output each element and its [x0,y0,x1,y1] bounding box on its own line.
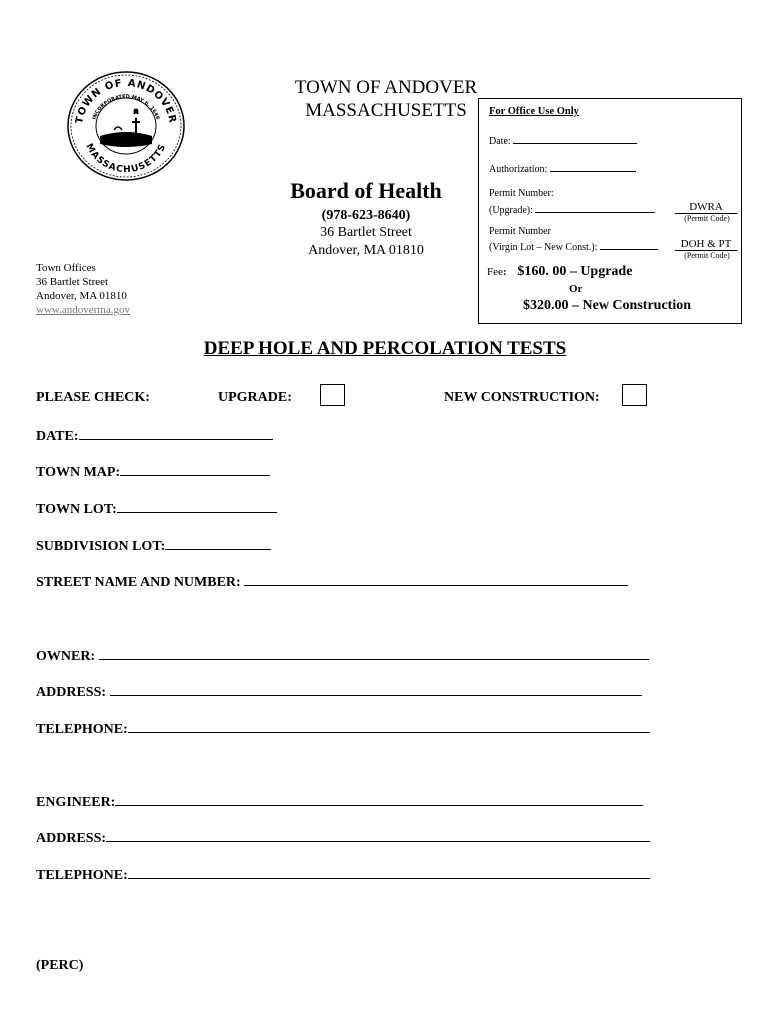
date-label: DATE: [36,429,79,444]
virgin-lot-label: (Virgin Lot – New Const.): [489,242,598,253]
board-phone: (978-623-8640) [321,208,411,223]
virgin-lot-code-value: DOH & PT [675,238,737,251]
fee-colon: : [502,266,507,278]
owner-telephone-label: TELEPHONE: [36,722,128,737]
board-street: 36 Bartlet Street [320,225,412,240]
svg-text:MASSACHUSETTS: MASSACHUSETTS [83,142,169,176]
please-check-label: PLEASE CHECK: [36,390,150,405]
form-code: (PERC) [36,958,84,973]
town-lot-field[interactable] [117,500,277,513]
board-title: Board of Health [290,178,442,203]
engineer-row [36,793,643,811]
town-lot-label: TOWN LOT: [36,502,117,517]
new-construction-label: NEW CONSTRUCTION: [444,390,600,405]
virgin-lot-permit-code [675,238,739,260]
fee-row [487,264,632,280]
new-construction-checkbox[interactable] [622,384,647,406]
street-row [36,573,628,591]
upgrade-label: UPGRADE: [218,390,292,405]
address-line-1: Town Offices [36,262,96,274]
engineer-address-row [36,829,650,847]
upgrade-checkbox[interactable] [320,384,345,406]
subdivision-lot-field[interactable] [165,537,271,550]
town-seal-icon [66,70,186,182]
date-row [36,427,273,445]
board-city: Andover, MA 01810 [308,243,424,258]
office-date-row [489,133,637,147]
virgin-lot-permit-row [489,239,658,253]
office-date-field[interactable] [513,133,637,144]
upgrade-permit-label: (Upgrade): [489,205,533,216]
date-field[interactable] [79,427,273,440]
engineer-telephone-field[interactable] [128,866,650,879]
office-use-heading: For Office Use Only [489,106,579,117]
town-map-row [36,463,270,481]
fee-new-construction: $320.00 – New Construction [523,298,691,313]
engineer-address-label: ADDRESS: [36,831,107,846]
subdivision-lot-label: SUBDIVISION LOT: [36,539,166,554]
engineer-telephone-row [36,866,650,884]
form-title: DEEP HOLE AND PERCOLATION TESTS [203,338,567,359]
permit-number-label-2: Permit Number [489,226,551,237]
fee-upgrade: $160. 00 – Upgrade [517,264,633,279]
address-line-3: Andover, MA 01810 [36,290,127,302]
owner-telephone-row [36,720,650,738]
owner-address-label: ADDRESS: [36,685,107,700]
upgrade-permit-row [489,202,655,216]
upgrade-permit-code [675,201,739,223]
state-name: MASSACHUSETTS [305,100,467,121]
fee-or: Or [569,283,583,295]
town-name: TOWN OF ANDOVER [294,77,478,98]
office-use-box [478,98,742,324]
office-authorization-label: Authorization: [489,164,548,175]
virgin-lot-code-caption: (Permit Code) [684,251,730,260]
owner-label: OWNER: [36,649,96,664]
engineer-telephone-label: TELEPHONE: [36,868,128,883]
office-authorization-row [489,161,636,175]
fee-label: Fee [487,266,503,278]
permit-number-label: Permit Number: [489,188,554,199]
upgrade-code-value: DWRA [675,201,737,214]
engineer-field[interactable] [115,793,643,806]
owner-address-row [36,683,642,701]
website-link[interactable]: www.andoverma.gov [36,304,130,316]
owner-row [36,647,649,665]
engineer-address-field[interactable] [106,829,650,842]
subdivision-lot-row [36,537,271,555]
office-date-label: Date: [489,136,511,147]
town-lot-row [36,500,277,518]
upgrade-code-caption: (Permit Code) [684,214,730,223]
virgin-lot-permit-field[interactable] [600,239,658,250]
town-offices-address [36,261,130,317]
owner-telephone-field[interactable] [128,720,650,733]
town-seal [66,70,186,182]
owner-field[interactable] [99,647,649,660]
street-label: STREET NAME AND NUMBER: [36,575,241,590]
town-map-field[interactable] [120,463,270,476]
svg-text:TOWN OF ANDOVER: TOWN OF ANDOVER [74,77,178,125]
owner-address-field[interactable] [110,683,642,696]
engineer-label: ENGINEER: [36,795,116,810]
address-line-2: 36 Bartlet Street [36,276,109,288]
svg-text:INCORPORATED MAY 6, 1646: INCORPORATED MAY 6, 1646 [91,93,161,121]
street-field[interactable] [244,573,628,586]
town-map-label: TOWN MAP: [36,465,121,480]
office-authorization-field[interactable] [550,161,636,172]
upgrade-permit-field[interactable] [535,202,655,213]
